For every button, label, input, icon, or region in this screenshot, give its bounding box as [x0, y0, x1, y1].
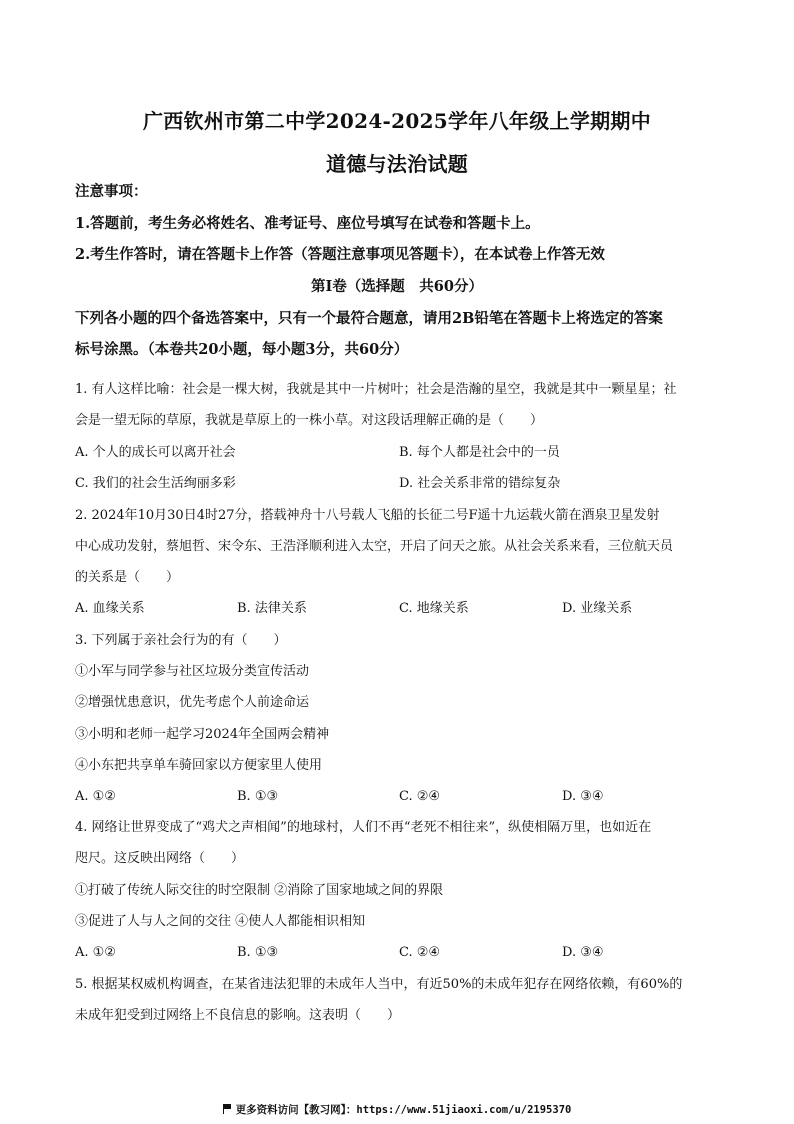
- question-4-option-d: D. ③④: [562, 945, 604, 960]
- exam-title: 广西钦州市第二中学2024-2025学年八年级上学期期中: [142, 109, 652, 133]
- question-2-options: [75, 600, 720, 618]
- question-1-options-row-2: [75, 475, 720, 493]
- question-3-options: [75, 788, 720, 806]
- notice-item-2: 2.考生作答时，请在答题卡上作答（答题注意事项见答题卡），在本试卷上作答无效: [75, 246, 605, 263]
- question-3-option-a: A. ①②: [75, 789, 116, 804]
- question-2-stem-line-1: 2. 2024年10月30日4时27分，搭载神舟十八号载人飞船的长征二号F遥十九运载火箭在酒泉卫星发射: [75, 508, 660, 523]
- question-2-stem-line-3: 的关系是（ ）: [75, 570, 180, 585]
- question-2-option-a: A. 血缘关系: [75, 601, 145, 616]
- section-title: 第Ⅰ卷（选择题 共60分）: [311, 278, 483, 295]
- footer: [0, 1102, 794, 1117]
- flag-icon: [223, 1104, 232, 1114]
- question-1-option-c: C. 我们的社会生活绚丽多彩: [75, 476, 236, 491]
- question-4-option-b: B. ①③: [237, 945, 279, 960]
- question-5-stem-line-2: 未成年犯受到过网络上不良信息的影响。这表明（ ）: [75, 1008, 401, 1023]
- question-3-statement-1: ①小军与同学参与社区垃圾分类宣传活动: [75, 664, 310, 679]
- question-2-option-d: D. 业缘关系: [562, 601, 633, 616]
- question-5-stem-line-1: 5. 根据某权威机构调查，在某省违法犯罪的未成年人当中，有近50%的未成年犯存在网络依赖，有60%的: [75, 977, 683, 992]
- question-3-statement-3: ③小明和老师一起学习2024年全国两会精神: [75, 727, 330, 742]
- question-1-stem-line-2: 会是一望无际的草原，我就是草原上的一株小草。对这段话理解正确的是（ ）: [75, 413, 544, 428]
- instruction-line-2: 标号涂黑。（本卷共20小题，每小题3分，共60分）: [75, 341, 409, 358]
- question-2-option-b: B. 法律关系: [237, 601, 307, 616]
- question-1-stem-line-1: 1. 有人这样比喻：社会是一棵大树，我就是其中一片树叶；社会是浩瀚的星空，我就是其中一颗星星；社: [75, 382, 677, 397]
- question-4-option-c: C. ②④: [399, 945, 441, 960]
- notice-heading: 注意事项：: [75, 183, 148, 200]
- footer-link-text[interactable]: 更多资料访问【教习网】：https://www.51jiaoxi.com/u/2195370: [235, 1104, 572, 1116]
- question-1-option-a: A. 个人的成长可以离开社会: [75, 445, 236, 460]
- question-1-options: [75, 444, 720, 462]
- question-4-stem-line-2: 咫尺。这反映出网络（ ）: [75, 851, 245, 866]
- question-3-statement-2: ②增强忧患意识，优先考虑个人前途命运: [75, 695, 310, 710]
- question-4-statement-1: ①打破了传统人际交往的时空限制 ②消除了国家地域之间的界限: [75, 883, 444, 898]
- question-4-options: [75, 944, 720, 962]
- question-1-option-d: D. 社会关系非常的错综复杂: [399, 476, 561, 491]
- question-4-statement-2: ③促进了人与人之间的交往 ④使人人都能相识相知: [75, 914, 366, 929]
- question-3-option-b: B. ①③: [237, 789, 279, 804]
- question-1-option-b: B. 每个人都是社会中的一员: [399, 445, 560, 460]
- question-3-statement-4: ④小东把共享单车骑回家以方便家里人使用: [75, 758, 323, 773]
- notice-item-1: 1.答题前，考生务必将姓名、准考证号、座位号填写在试卷和答题卡上。: [75, 215, 540, 232]
- question-2-stem-line-2: 中心成功发射，蔡旭哲、宋令东、王浩泽顺利进入太空，开启了问天之旅。从社会关系来看，三位航天员: [75, 539, 674, 554]
- question-3-stem: 3. 下列属于亲社会行为的有（ ）: [75, 633, 287, 648]
- question-2-option-c: C. 地缘关系: [399, 601, 469, 616]
- instruction-line-1: 下列各小题的四个备选答案中，只有一个最符合题意，请用2B铅笔在答题卡上将选定的答案: [75, 310, 663, 327]
- question-4-stem-line-1: 4. 网络让世界变成了“鸡犬之声相闻”的地球村，人们不再“老死不相往来”，纵使相隔万里，也如近在: [75, 820, 652, 835]
- question-3-option-d: D. ③④: [562, 789, 604, 804]
- question-3-option-c: C. ②④: [399, 789, 441, 804]
- question-4-option-a: A. ①②: [75, 945, 116, 960]
- exam-subject-title: 道德与法治试题: [325, 152, 469, 176]
